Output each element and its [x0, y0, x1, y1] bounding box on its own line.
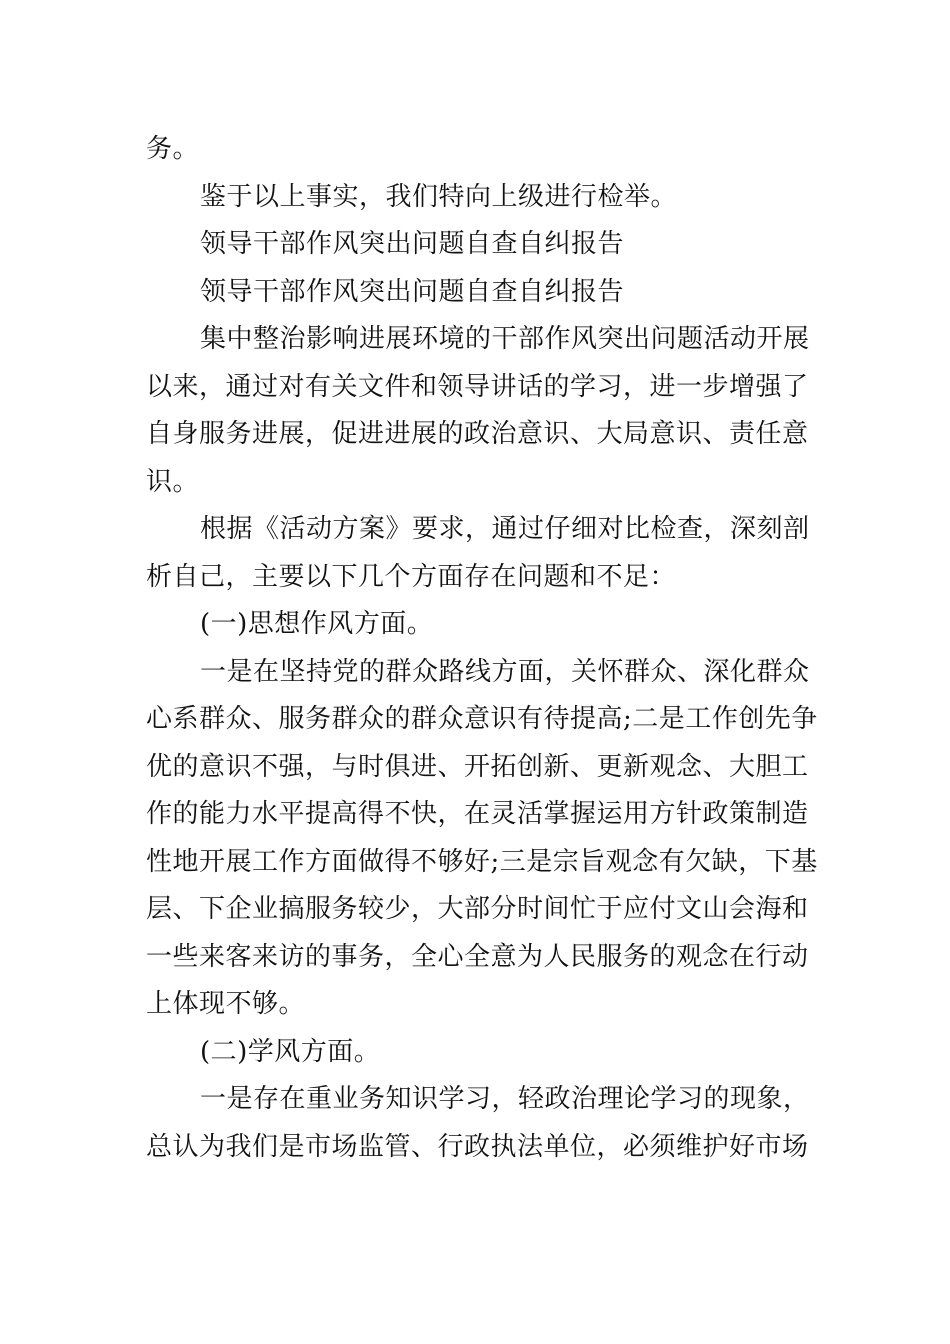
text-line: 自身服务进展，促进进展的政治意识、大局意识、责任意	[146, 419, 809, 449]
text-line: 析自己，主要以下几个方面存在问题和不足：	[146, 561, 677, 592]
text-line: (一)思想作风方面。	[200, 609, 434, 639]
text-line: 一是在坚持党的群众路线方面，关怀群众、深化群众	[200, 656, 810, 687]
text-line: 总认为我们是市场监管、行政执法单位，必须维护好市场	[146, 1131, 809, 1162]
text-line: 心系群众、服务群众的群众意识有待提高;二是工作创先争	[146, 704, 818, 734]
text-line: 务。	[146, 134, 200, 164]
text-line: 集中整治影响进展环境的干部作风突出问题活动开展	[200, 324, 810, 354]
text-line: 根据《活动方案》要求，通过仔细对比检查，深刻剖	[200, 514, 810, 544]
text-line: 层、下企业搞服务较少，大部分时间忙于应付文山会海和	[146, 894, 809, 924]
text-line: 鉴于以上事实，我们特向上级进行检举。	[200, 181, 678, 212]
document-body	[146, 126, 818, 1171]
text-line: 识。	[146, 466, 200, 497]
text-line: (二)学风方面。	[200, 1036, 381, 1067]
text-line: 性地开展工作方面做得不够好;三是宗旨观念有欠缺，下基	[146, 846, 818, 877]
text-line: 上体现不够。	[146, 989, 306, 1019]
text-line: 以来，通过对有关文件和领导讲话的学习，进一步增强了	[146, 371, 809, 402]
text-line: 一些来客来访的事务，全心全意为人民服务的观念在行动	[146, 941, 809, 972]
text-line: 领导干部作风突出问题自查自纠报告	[200, 229, 625, 259]
text-line: 优的意识不强，与时俱进、开拓创新、更新观念、大胆工	[146, 751, 809, 782]
text-line: 作的能力水平提高得不快，在灵活掌握运用方针政策制造	[146, 799, 809, 829]
text-line: 一是存在重业务知识学习，轻政治理论学习的现象，	[200, 1084, 810, 1114]
text-line: 领导干部作风突出问题自查自纠报告	[200, 276, 625, 307]
